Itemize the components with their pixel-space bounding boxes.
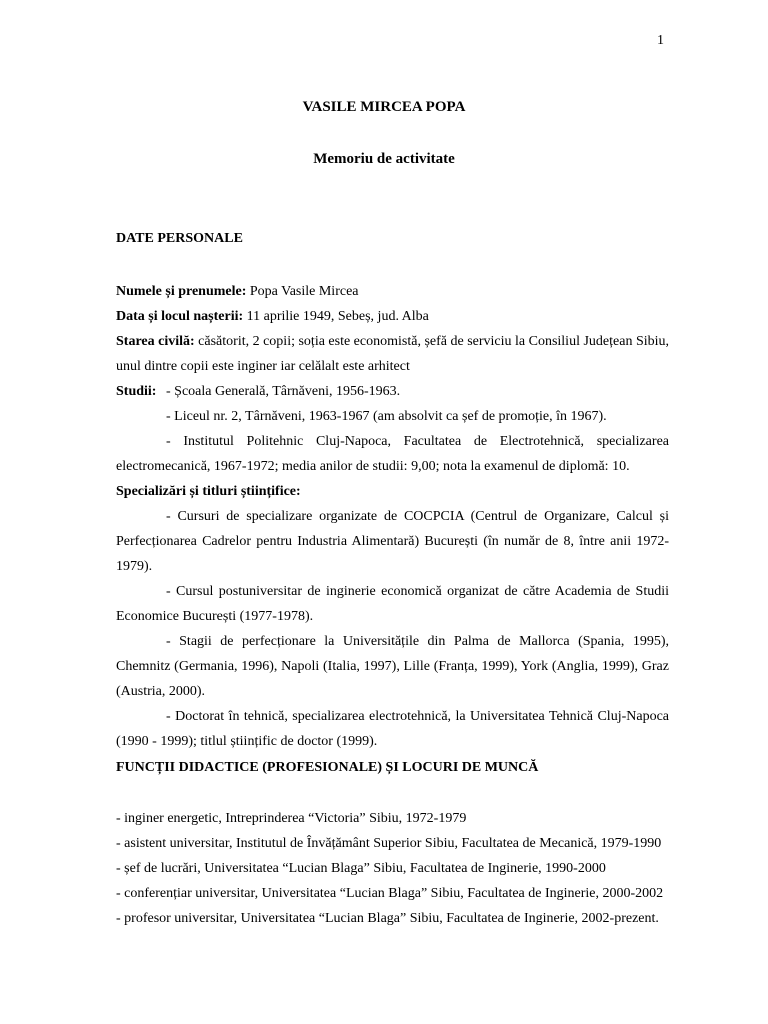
section-heading-jobs: FUNCȚII DIDACTICE (PROFESIONALE) ȘI LOCURI DE MUNCĂ: [116, 760, 539, 775]
name-line: [116, 279, 669, 304]
civil-label: Starea civilă:: [116, 334, 195, 349]
specializations-label: Specializări și titluri științifice:: [116, 484, 301, 499]
study-item: - Școala Generală, Târnăveni, 1956-1963.: [166, 384, 401, 399]
study-item: - Institutul Politehnic Cluj-Napoca, Facultatea de Electrotehnică, specializarea electromecanică, 1967-1972; media anilor de studii: 9,00; nota la examenul de diplomă: 10.: [116, 434, 669, 474]
birth-value: 11 aprilie 1949, Sebeș, jud. Alba: [243, 309, 429, 324]
page-number: 1: [657, 33, 664, 48]
specialization-item: - Doctorat în tehnică, specializarea electrotehnică, la Universitatea Tehnică Cluj-Napoca (1990 - 1999); titlul științific de doctor (1999).: [116, 709, 669, 749]
specialization-item: - Cursul postuniversitar de inginerie economică organizat de către Academia de Studii Economice București (1977-1978).: [116, 584, 669, 624]
jobs-list: [116, 806, 676, 931]
studies-line-1: [116, 379, 669, 404]
personal-data-block: [116, 279, 669, 754]
civil-status-line: [116, 329, 669, 379]
job-item: - conferențiar universitar, Universitatea “Lucian Blaga” Sibiu, Facultatea de Inginerie, 2000-2002: [116, 886, 664, 901]
civil-value: căsătorit, 2 copii; soția este economistă, șefă de serviciu la Consiliul Județean Sibiu, unul dintre copii este inginer iar celălalt este arhitect: [116, 334, 670, 374]
birth-label: Data și locul nașterii:: [116, 309, 244, 324]
studies-label: Studii:: [116, 384, 157, 399]
job-item: - asistent universitar, Institutul de Învățământ Superior Sibiu, Facultatea de Mecanică, 1979-1990: [116, 836, 662, 851]
name-value: Popa Vasile Mircea: [246, 284, 359, 299]
specialization-item: - Stagii de perfecționare la Universitățile din Palma de Mallorca (Spania, 1995), Chemnitz (Germania, 1996), Napoli (Italia, 1997), Lille (Franța, 1999), York (Anglia, 1999), Graz (Austria, 2000).: [116, 634, 669, 699]
document-subtitle: Memoriu de activitate: [313, 151, 455, 167]
document-title: VASILE MIRCEA POPA: [302, 99, 466, 115]
job-item: - profesor universitar, Universitatea “Lucian Blaga” Sibiu, Facultatea de Inginerie, 2002-prezent.: [116, 911, 659, 926]
section-heading-personal: DATE PERSONALE: [116, 231, 243, 246]
name-label: Numele și prenumele:: [116, 284, 247, 299]
job-item: - șef de lucrări, Universitatea “Lucian Blaga” Sibiu, Facultatea de Inginerie, 1990-2000: [116, 861, 606, 876]
study-item: - Liceul nr. 2, Târnăveni, 1963-1967 (am absolvit ca șef de promoție, în 1967).: [166, 409, 607, 424]
job-item: - inginer energetic, Intreprinderea “Victoria” Sibiu, 1972-1979: [116, 811, 467, 826]
specialization-item: - Cursuri de specializare organizate de COCPCIA (Centrul de Organizare, Calcul și Perfecționarea Cadrelor pentru Industria Alimentară) București (în număr de 8, între anii 1972-1979).: [116, 509, 669, 574]
birth-line: [116, 304, 669, 329]
